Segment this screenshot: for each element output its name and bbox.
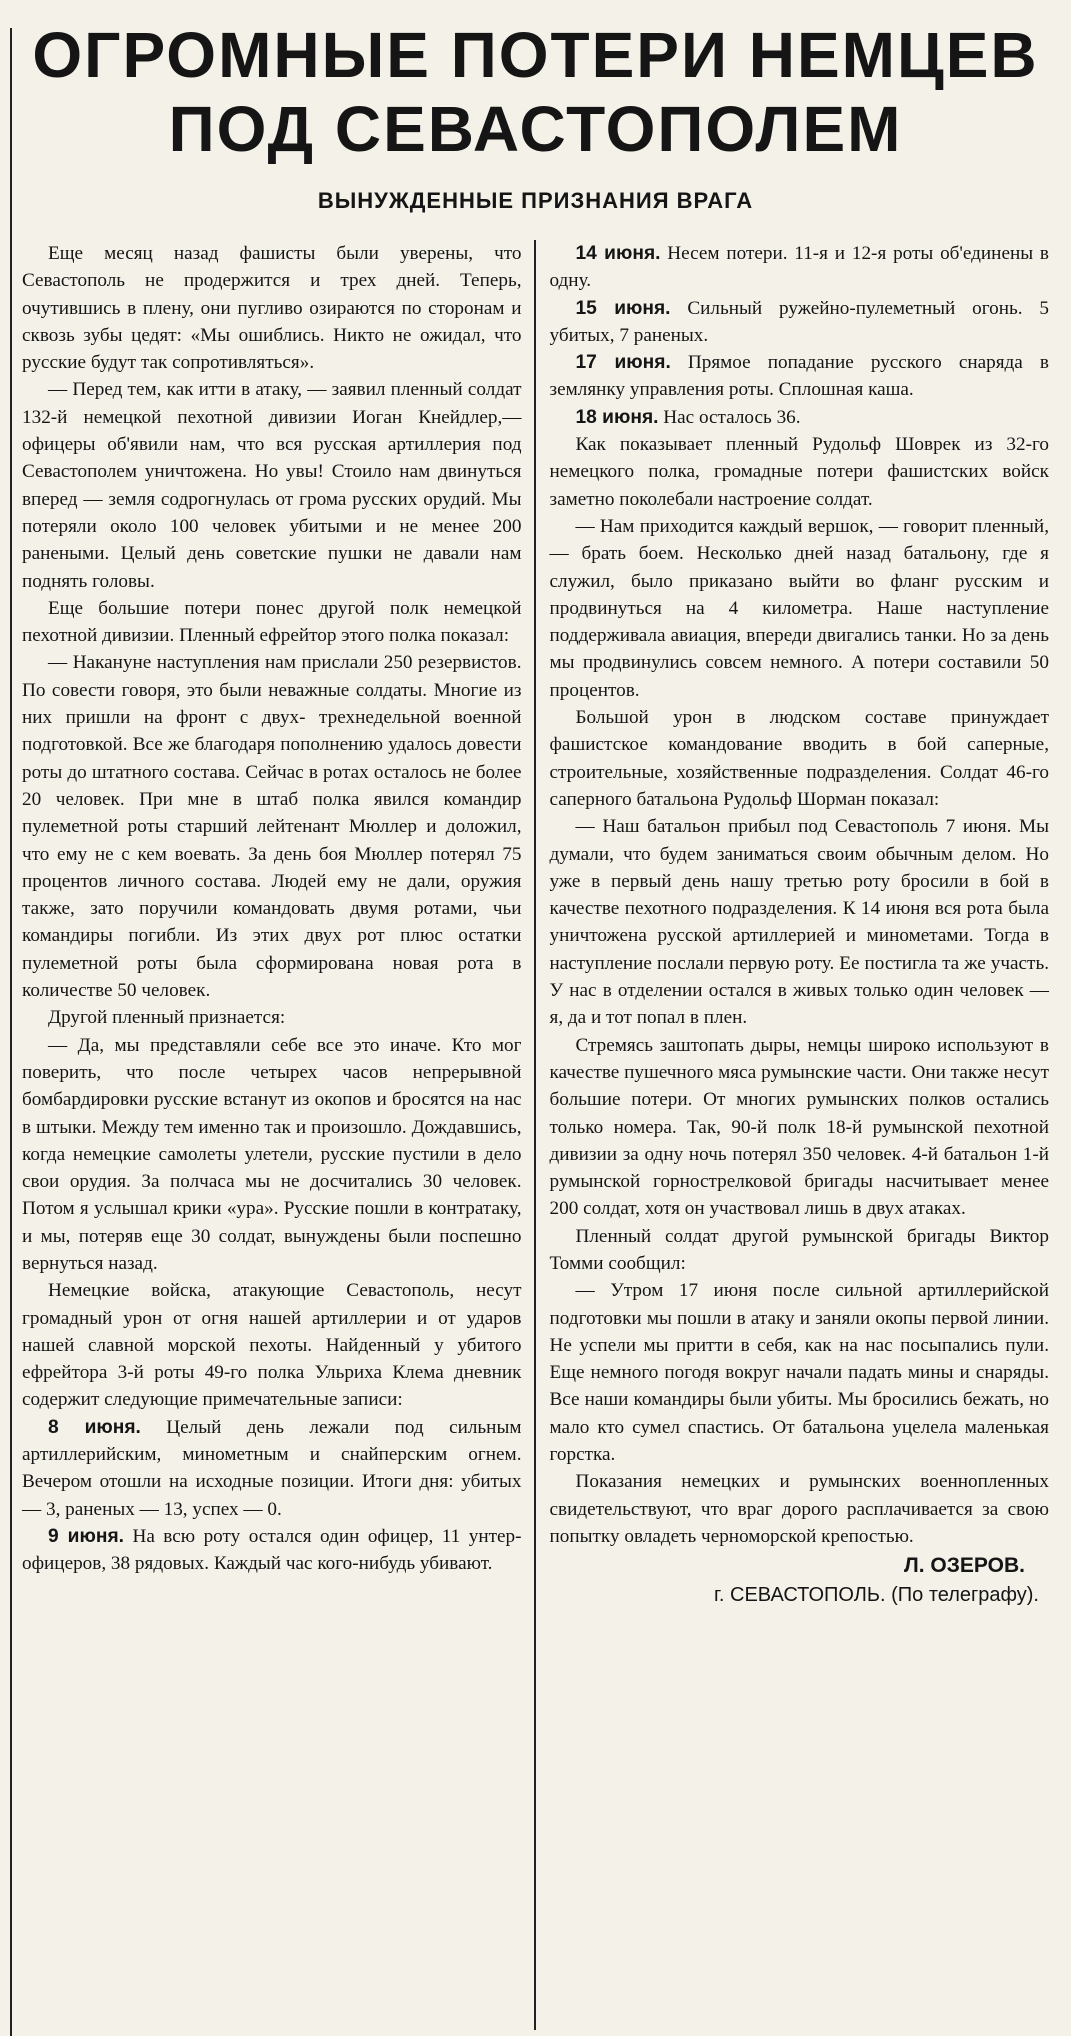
paragraph: Показания немецких и румынских военнопленных свидетельствуют, что враг дорого расплачивается за свою попытку овладеть черноморской крепостью.	[549, 1471, 1049, 1547]
diary-date: 9 июня.	[48, 1525, 124, 1547]
dateline: г. СЕВАСТОПОЛЬ. (По телеграфу).	[714, 1583, 1039, 1606]
paragraph: Другой пленный признается:	[48, 1007, 286, 1029]
diary-date: 14 июня.	[575, 243, 661, 264]
author-signature: Л. ОЗЕРОВ.	[904, 1554, 1025, 1578]
headline-line-1: ОГРОМНЫЕ ПОТЕРИ НЕМЦЕВ	[32, 19, 1039, 91]
newspaper-page	[22, 14, 1049, 2036]
diary-text: Целый день лежали под сильным артиллерийским, минометным и снайперским огнем. Вечером отошли на исходные позиции. Итоги дня: убитых — 3, раненых — 13, успех — 0.	[22, 1416, 522, 1520]
diary-entry	[22, 1523, 522, 1578]
headline-line-2: ПОД СЕВАСТОПОЛЕМ	[168, 93, 903, 165]
diary-text: Прямое попадание русского снаряда в землянку управления роты. Сплошная каша.	[549, 352, 1049, 401]
paragraph: — Утром 17 июня после сильной артиллерийской подготовки мы пошли в атаку и заняли окопы первой линии. Не успели мы притти в себя, как на нас посыпались пули. Еще немного погодя вокруг начали падать мины и снаряды. Все наши командиры были убиты. Мы бросились бежать, но мало кто сумел спастись. От батальона уцелела маленькая горстка.	[549, 1280, 1049, 1466]
paragraph: Немецкие войска, атакующие Севастополь, несут громадный урон от огня нашей артиллерии и от ударов нашей славной морской пехоты. Найденный у убитого ефрейтора 3-й роты 49-го полка Ульриха Клема дневник содержит следующие примечательные записи:	[22, 1280, 522, 1411]
diary-date: 15 июня.	[575, 297, 671, 319]
left-border-rule	[10, 28, 12, 2036]
paragraph: — Наш батальон прибыл под Севастополь 7 июня. Мы думали, что будем заниматься своим обычным делом. Но уже в первый день нашу третью роту бросили в бой в качестве пехотного подразделения. К 14 июня вся рота была уничтожена русской артиллерией и минометами. Тогда в наступление послали первую роту. Ее постигла та же участь. У нас в отделении остался в живых только один человек — я, да и тот попал в плен.	[549, 816, 1049, 1029]
paragraph: — Перед тем, как итти в атаку, — заявил пленный солдат 132-й немецкой пехотной дивизии Иоган Кнейдлер,— офицеры об'явили нам, что вся русская артиллерия под Севастополем уничтожена. Но увы! Стоило нам двинуться вперед — земля содрогнулась от грома русских орудий. Мы потеряли около 100 человек убитыми и не менее 200 ранеными. Целый день советские пушки не давали нам поднять головы.	[22, 379, 522, 592]
right-column	[534, 240, 1050, 2030]
left-column	[22, 240, 534, 2030]
diary-entry	[22, 1414, 522, 1523]
headline	[22, 18, 1049, 166]
paragraph: Стремясь заштопать дыры, немцы широко используют в качестве пушечного мяса румынские части. Они также несут большие потери. От многих румынских полков остались только номера. Так, 90-й полк 18-й румынской пехотной дивизии за одну ночь потерял 350 человек. 4-й батальон 1-й румынской горнострелковой бригады насчитывает менее 200 солдат, хотя он участвовал лишь в двух атаках.	[549, 1034, 1049, 1220]
subheadline: ВЫНУЖДЕННЫЕ ПРИЗНАНИЯ ВРАГА	[317, 188, 754, 213]
diary-entry	[550, 349, 1050, 404]
paragraph: Пленный солдат другой румынской бригады Виктор Томми сообщил:	[549, 1225, 1049, 1274]
diary-date: 8 июня.	[48, 1416, 141, 1438]
paragraph: Еще месяц назад фашисты были уверены, что Севастополь не продержится и трех дней. Теперь, очутившись в плену, они пугливо озираются по сторонам и сквозь зубы цедят: «Мы ошиблись. Никто не ожидал, что русские будут так сопротивляться».	[22, 243, 522, 374]
diary-entry	[550, 295, 1050, 350]
diary-text: Сильный ружейно-пулеметный огонь. 5 убитых, 7 раненых.	[549, 297, 1049, 346]
paragraph: — Нам приходится каждый вершок, — говорит пленный,— брать боем. Несколько дней назад батальону, где я служил, было приказано выйти во фланг русским и продвинуться на 4 километра. Наше наступление поддерживала авиация, впереди двигались танки. Но за день мы продвинулись совсем немного. А потери составили 50 процентов.	[549, 515, 1049, 701]
article-body	[22, 240, 1049, 2030]
diary-text: Несем потери. 11-я и 12-я роты об'единены в одну.	[549, 243, 1049, 292]
paragraph: Еще большие потери понес другой полк немецкой пехотной дивизии. Пленный ефрейтор этого полка показал:	[22, 597, 522, 647]
diary-date: 18 июня.	[575, 406, 659, 428]
diary-date: 17 июня.	[575, 352, 671, 374]
diary-entry	[550, 240, 1050, 295]
paragraph: — Да, мы представляли себе все это иначе. Кто мог поверить, что после четырех часов непрерывной бомбардировки русские встанут из окопов и бросятся на нас в штыки. Между тем именно так и произошло. Дождавшись, когда немецкие самолеты улетели, русские пустили в дело свои орудия. За полчаса мы не досчитались 30 человек. Потом я услышал крики «ура». Русские пошли в контратаку, и мы, потеряв еще 30 солдат, вынуждены были поспешно вернуться назад.	[22, 1034, 522, 1274]
paragraph: Большой урон в людском составе принуждает фашистское командование вводить в бой саперные, строительные, хозяйственные подразделения. Солдат 46-го саперного батальона Рудольф Шорман показал:	[549, 707, 1049, 810]
paragraph: — Накануне наступления нам прислали 250 резервистов. По совести говоря, это были неважные солдаты. Многие из них пришли на фронт с двух- трехнедельной военной подготовкой. Все же благодаря пополнению удалось довести роты до штатного состава. Сейчас в ротах осталось не более 20 человек. При мне в штаб полка явился командир пулеметной роты старший лейтенант Мюллер и доложил, что ему не с кем воевать. За день боя Мюллер потерял 75 процентов личного состава. Людей ему не дали, оружия также, зато поручили командовать двумя ротами, чьи командиры погибли. Из этих двух рот плюс остатки пулеметной роты была сформирована новая рота в количестве 50 человек.	[22, 652, 522, 1002]
diary-entry	[550, 404, 1050, 431]
diary-text: Нас осталось 36.	[658, 406, 801, 428]
diary-text: На всю роту остался один офицер, 11 унтер-офицеров, 38 рядовых. Каждый час кого-нибудь убивают.	[22, 1525, 522, 1575]
paragraph: Как показывает пленный Рудольф Шоврек из 32-го немецкого полка, громадные потери фашистских войск заметно поколебали настроение солдат.	[549, 434, 1049, 510]
